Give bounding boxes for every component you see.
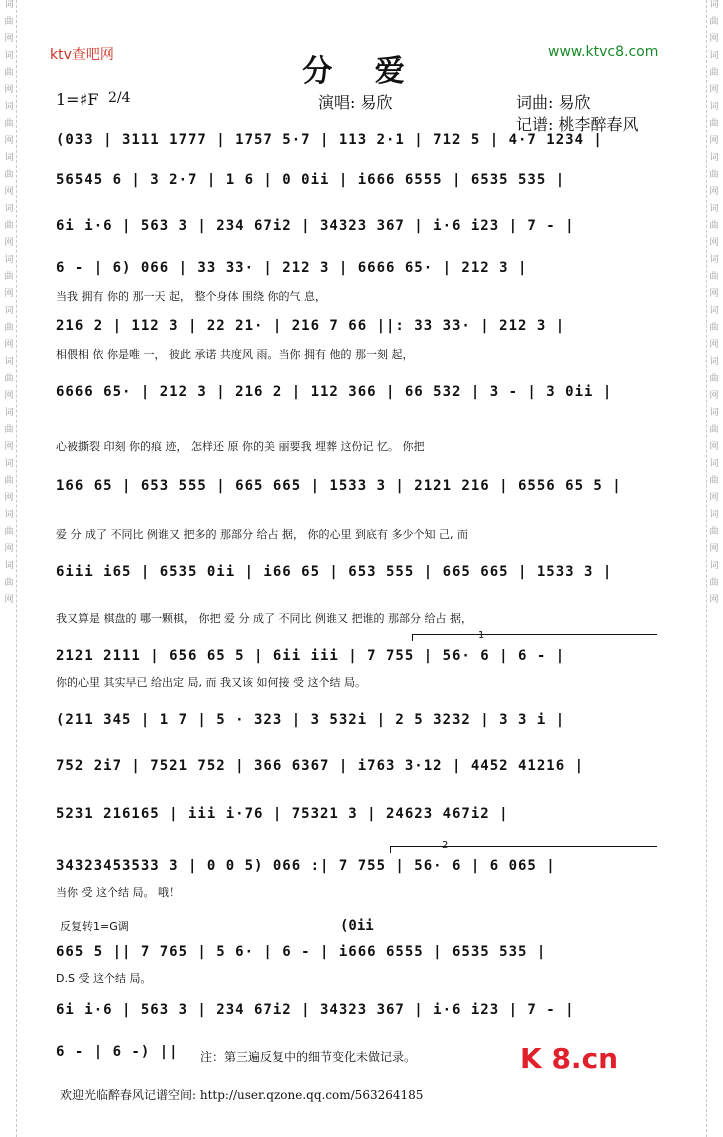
watermark-char: 词 bbox=[4, 510, 14, 520]
key-signature: 1=♯F bbox=[56, 90, 99, 109]
watermark-char: 网 bbox=[709, 85, 719, 95]
watermark-char: 词 bbox=[709, 561, 719, 571]
watermark-char: 曲 bbox=[709, 374, 719, 384]
watermark-char: 词 bbox=[4, 561, 14, 571]
watermark-char: 网 bbox=[4, 85, 14, 95]
footnote: 注：第三遍反复中的细节变化未做记录。 bbox=[200, 1050, 417, 1064]
score-row-10: (211 345 | 1 7 | 5 · 323 | 3 532i | 2 5 3232 | 3 3 i | bbox=[56, 712, 566, 728]
watermark-char: 词 bbox=[4, 204, 14, 214]
watermark-char: 词 bbox=[709, 459, 719, 469]
watermark-char: 曲 bbox=[4, 119, 14, 129]
lyric-row-14: D.S 受 这个结 局。 bbox=[56, 972, 152, 985]
watermark-char: 网 bbox=[709, 493, 719, 503]
volta-1-bracket bbox=[412, 634, 657, 641]
watermark-char: 网 bbox=[709, 340, 719, 350]
watermark-char: 词 bbox=[709, 204, 719, 214]
time-signature: 2/4 bbox=[108, 90, 131, 106]
singer-credit: 演唱: 易欣 bbox=[318, 93, 393, 112]
watermark-char: 网 bbox=[4, 187, 14, 197]
watermark-char: 网 bbox=[4, 289, 14, 299]
site-label-right[interactable]: www.ktvc8.com bbox=[548, 44, 659, 60]
song-title: 分 爱 bbox=[302, 54, 421, 89]
watermark-char: 曲 bbox=[4, 68, 14, 78]
watermark-char: 曲 bbox=[4, 476, 14, 486]
score-row-16: 6 - | 6 -) || bbox=[56, 1044, 179, 1060]
intro-tail: (0ii bbox=[340, 918, 374, 934]
watermark-char: 词 bbox=[4, 306, 14, 316]
watermark-char: 曲 bbox=[709, 323, 719, 333]
watermark-char: 曲 bbox=[4, 578, 14, 588]
lyric-row-7: 爱 分 成了 不同比 例谁又 把多的 那部分 给占 据， 你的心里 到底有 多少个知 己, 而 bbox=[56, 528, 468, 541]
score-row-5: 216 2 | 112 3 | 22 21· | 216 7 66 ||: 33 33· | 212 3 | bbox=[56, 318, 566, 334]
composer-credit: 词曲: 易欣 bbox=[516, 93, 591, 112]
watermark-char: 曲 bbox=[709, 170, 719, 180]
watermark-char: 网 bbox=[4, 136, 14, 146]
lyric-row-6: 心被撕裂 印刻 你的痕 迹， 怎样还 原 你的美 丽要我 埋葬 这份记 忆。 你把 bbox=[56, 440, 425, 453]
watermark-char: 曲 bbox=[4, 374, 14, 384]
logo-text: K 8.cn bbox=[520, 1042, 619, 1075]
watermark-char: 网 bbox=[709, 187, 719, 197]
left-watermark-strip bbox=[2, 0, 17, 1137]
watermark-char: 词 bbox=[709, 102, 719, 112]
watermark-char: 词 bbox=[4, 255, 14, 265]
watermark-char: 词 bbox=[4, 0, 14, 10]
score-row-4: 6 - | 6) 066 | 33 33· | 212 3 | 6666 65· | 212 3 | bbox=[56, 260, 528, 276]
watermark-char: 网 bbox=[709, 391, 719, 401]
watermark-char: 网 bbox=[709, 34, 719, 44]
watermark-char: 曲 bbox=[709, 17, 719, 27]
score-row-15: 6i i·6 | 563 3 | 234 67i2 | 34323 367 | i·6 i23 | 7 - | bbox=[56, 1002, 575, 1018]
footer-credit[interactable]: 欢迎光临醉春风记谱空间: http://user.qzone.qq.com/563264185 bbox=[60, 1088, 424, 1102]
lyric-row-4: 当我 拥有 你的 那一天 起， 整个身体 围绕 你的气 息， bbox=[56, 290, 326, 303]
repeat-note: 反复转1=G调 bbox=[60, 920, 129, 933]
volta-1-label: 1 bbox=[478, 630, 485, 641]
watermark-char: 网 bbox=[709, 238, 719, 248]
watermark-char: 网 bbox=[709, 289, 719, 299]
watermark-char: 词 bbox=[709, 408, 719, 418]
watermark-char: 词 bbox=[4, 408, 14, 418]
watermark-char: 词 bbox=[4, 153, 14, 163]
watermark-char: 网 bbox=[709, 595, 719, 605]
score-row-14: 665 5 || 7 765 | 5 6· | 6 - | i666 6555 | 6535 535 | bbox=[56, 944, 547, 960]
watermark-char: 网 bbox=[4, 238, 14, 248]
watermark-char: 词 bbox=[4, 357, 14, 367]
watermark-char: 曲 bbox=[4, 272, 14, 282]
score-row-7: 166 65 | 653 555 | 665 665 | 1533 3 | 2121 216 | 6556 65 5 | bbox=[56, 478, 622, 494]
watermark-char: 网 bbox=[4, 442, 14, 452]
watermark-char: 曲 bbox=[4, 323, 14, 333]
score-row-13: 34323453533 3 | 0 0 5) 066 :| 7 755 | 56· 6 | 6 065 | bbox=[56, 858, 556, 874]
watermark-char: 曲 bbox=[709, 221, 719, 231]
watermark-char: 网 bbox=[709, 136, 719, 146]
watermark-char: 网 bbox=[4, 544, 14, 554]
watermark-char: 词 bbox=[4, 459, 14, 469]
watermark-char: 曲 bbox=[709, 476, 719, 486]
site-label-left[interactable]: ktv查吧网 bbox=[50, 47, 114, 63]
score-row-6: 6666 65· | 212 3 | 216 2 | 112 366 | 66 532 | 3 - | 3 0ii | bbox=[56, 384, 613, 400]
lyric-row-5: 相偎相 依 你是唯 一， 彼此 承诺 共度风 雨。当你 拥有 他的 那一刻 起， bbox=[56, 348, 414, 361]
watermark-char: 曲 bbox=[4, 527, 14, 537]
watermark-char: 曲 bbox=[709, 68, 719, 78]
watermark-char: 词 bbox=[709, 510, 719, 520]
watermark-char: 词 bbox=[709, 357, 719, 367]
watermark-char: 词 bbox=[4, 102, 14, 112]
watermark-char: 网 bbox=[4, 34, 14, 44]
watermark-char: 网 bbox=[709, 442, 719, 452]
watermark-char: 网 bbox=[4, 493, 14, 503]
watermark-char: 曲 bbox=[4, 221, 14, 231]
transcriber-credit: 记谱: 桃李醉春风 bbox=[516, 115, 639, 134]
watermark-char: 曲 bbox=[709, 272, 719, 282]
score-row-9: 2121 2111 | 656 65 5 | 6ii iii | 7 755 | 56· 6 | 6 - | bbox=[56, 648, 566, 664]
watermark-char: 曲 bbox=[709, 527, 719, 537]
watermark-char: 曲 bbox=[4, 425, 14, 435]
watermark-char: 网 bbox=[4, 391, 14, 401]
watermark-char: 曲 bbox=[709, 425, 719, 435]
watermark-char: 网 bbox=[4, 340, 14, 350]
ktv-logo bbox=[520, 1042, 618, 1075]
lyric-row-9: 你的心里 其实早已 给出定 局, 而 我又该 如何接 受 这个结 局。 bbox=[56, 676, 366, 689]
lyric-row-8: 我又算是 棋盘的 哪一颗棋， 你把 爱 分 成了 不同比 例谁又 把谁的 那部分 给占 据， bbox=[56, 612, 472, 625]
watermark-char: 词 bbox=[709, 255, 719, 265]
volta-2-bracket bbox=[390, 846, 657, 853]
watermark-char: 词 bbox=[4, 51, 14, 61]
watermark-char: 词 bbox=[709, 51, 719, 61]
watermark-char: 曲 bbox=[709, 119, 719, 129]
score-row-11: 752 2i7 | 7521 752 | 366 6367 | i763 3·12 | 4452 41216 | bbox=[56, 758, 585, 774]
score-row-2: 56545 6 | 3 2·7 | 1 6 | 0 0ii | i666 6555 | 6535 535 | bbox=[56, 172, 566, 188]
score-row-3: 6i i·6 | 563 3 | 234 67i2 | 34323 367 | i·6 i23 | 7 - | bbox=[56, 218, 575, 234]
lyric-row-13: 当你 受 这个结 局。 哦！ bbox=[56, 886, 180, 899]
watermark-char: 网 bbox=[4, 595, 14, 605]
watermark-char: 词 bbox=[709, 153, 719, 163]
right-watermark-strip bbox=[706, 0, 721, 1137]
watermark-char: 曲 bbox=[4, 17, 14, 27]
watermark-char: 词 bbox=[709, 0, 719, 10]
score-row-1: (033 | 3111 1777 | 1757 5·7 | 113 2·1 | 712 5 | 4·7 1234 | bbox=[56, 132, 603, 148]
score-row-8: 6iii i65 | 6535 0ii | i66 65 | 653 555 | 665 665 | 1533 3 | bbox=[56, 564, 613, 580]
volta-2-label: 2 bbox=[442, 840, 449, 851]
score-row-12: 5231 216165 | iii i·76 | 75321 3 | 24623 467i2 | bbox=[56, 806, 509, 822]
watermark-char: 曲 bbox=[709, 578, 719, 588]
watermark-char: 词 bbox=[709, 306, 719, 316]
watermark-char: 网 bbox=[709, 544, 719, 554]
watermark-char: 曲 bbox=[4, 170, 14, 180]
